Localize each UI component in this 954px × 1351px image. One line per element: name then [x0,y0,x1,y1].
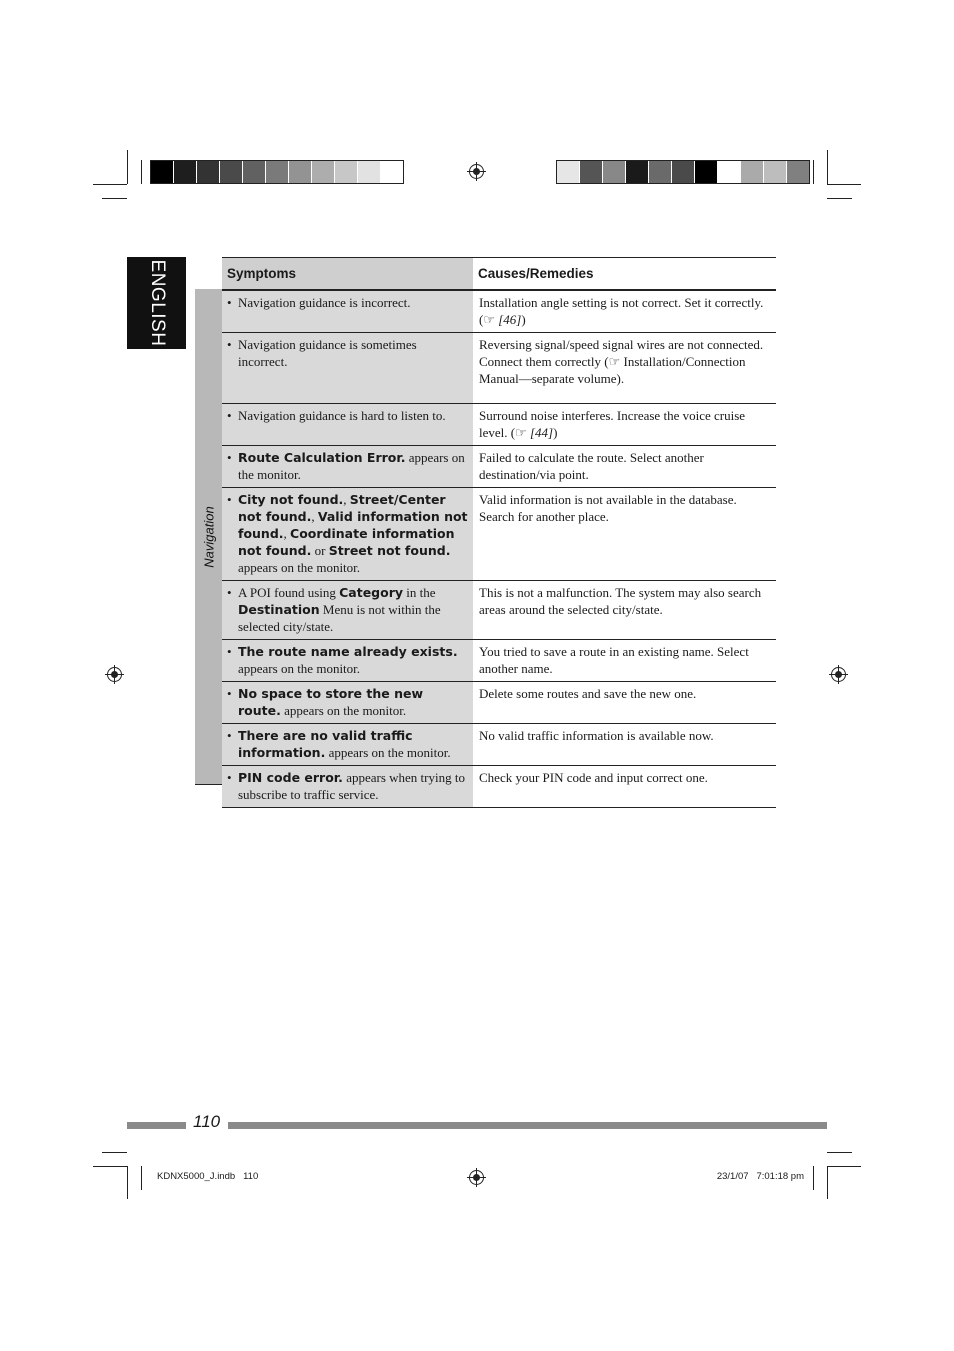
registration-mark-icon [469,164,484,179]
troubleshooting-table [222,257,776,808]
crop-mark [102,1152,127,1153]
footer-bar-left [127,1122,186,1129]
table-row: • There are no valid traffic information. appears on the monitor. No valid traffic information is available now. [222,724,776,766]
table-row: • The route name already exists. appears on the monitor. You tried to save a route in an existing name. Select another name. [222,640,776,682]
page-reference: [44] [530,425,554,440]
footer-bar-right [228,1122,827,1129]
cause-text: Reversing signal/speed signal wires are not connected. Connect them correctly (☞ Installation/Connection Manual—separate volume). [479,337,764,386]
crop-mark [127,1166,128,1199]
crop-mark [93,184,127,185]
page-number: 110 [193,1112,221,1131]
table-row: • Navigation guidance is incorrect. Installation angle setting is not correct. Set it correctly. (☞ [46]) [222,290,776,333]
symptom-text: Navigation guidance is incorrect. [238,295,411,310]
color-swatch [335,161,358,183]
language-tab [127,257,186,349]
symptom-text: Navigation guidance is hard to listen to. [238,408,446,423]
cause-text: Installation angle setting is not correct. Set it correctly. (☞ [479,295,764,327]
color-swatch [603,161,626,183]
color-swatch [580,161,603,183]
color-swatch [764,161,787,183]
monitor-message: There are no valid traffic information. [238,728,413,760]
color-swatch [312,161,335,183]
monitor-message: City not found. [238,492,344,507]
table-header-row [222,258,776,291]
table-row: • PIN code error. appears when trying to subscribe to traffic service. Check your PIN code and input correct one. [222,766,776,808]
color-swatch [243,161,266,183]
symptom-text: Navigation guidance is sometimes incorrect. [238,337,417,369]
language-tab-label: ENGLISH [146,259,168,347]
color-swatch [220,161,243,183]
crop-mark [93,1166,127,1167]
color-swatch [174,161,197,183]
color-swatch [151,161,174,183]
monitor-message: Route Calculation Error. [238,450,406,465]
crop-mark [813,1166,814,1190]
cause-text: This is not a malfunction. The system may also search areas around the selected city/state. [479,585,762,617]
color-swatch [787,161,809,183]
table-row: • Navigation guidance is hard to listen to. Surround noise interferes. Increase the voice cruise level. (☞ [44]) [222,404,776,446]
color-swatch [557,161,580,183]
table-row: • No space to store the new route. appears on the monitor. Delete some routes and save the new one. [222,682,776,724]
crop-mark [827,184,861,185]
color-bar-right [556,160,810,184]
monitor-message: Valid information not found. [238,509,468,541]
registration-mark-icon [831,667,846,682]
table-row: • A POI found using Category in the Destination Menu is not within the selected city/state. This is not a malfunction. The system may also search areas around the selected city/state. [222,581,776,640]
menu-name: Category [339,585,404,600]
crop-mark [827,1166,861,1167]
cause-text: You tried to save a route in an existing name. Select another name. [479,644,749,676]
monitor-message: No space to store the new route. [238,686,424,718]
page-reference: [46] [498,312,522,327]
color-swatch [266,161,289,183]
crop-mark [813,160,814,184]
footer-timestamp: 23/1/07 7:01:18 pm [716,1171,804,1182]
color-swatch [197,161,220,183]
color-swatch [358,161,381,183]
cause-text: No valid traffic information is available now. [479,728,714,743]
color-swatch [672,161,695,183]
registration-mark-icon [107,667,122,682]
table-row: • Route Calculation Error. appears on the monitor. Failed to calculate the route. Select another destination/via point. [222,446,776,488]
color-swatch [626,161,649,183]
section-label-bar [195,289,222,785]
monitor-message: The route name already exists. [238,644,458,659]
crop-mark [827,1152,852,1153]
color-swatch [741,161,764,183]
cause-text: Surround noise interferes. Increase the voice cruise level. (☞ [479,408,746,440]
cause-text: Delete some routes and save the new one. [479,686,697,701]
footer-file-info: KDNX5000_J.indb 110 [157,1171,259,1182]
header-causes: Causes/Remedies [473,258,776,291]
color-bar-left [150,160,404,184]
header-symptoms: Symptoms [222,258,473,291]
color-swatch [695,161,718,183]
registration-mark-icon [469,1170,484,1185]
crop-mark [141,1166,142,1190]
crop-mark [127,150,128,184]
cause-text: Check your PIN code and input correct one. [479,770,708,785]
cause-text: Failed to calculate the route. Select another destination/via point. [479,450,704,482]
monitor-message: Street/Center not found. [238,492,446,524]
monitor-message: PIN code error. [238,770,343,785]
crop-mark [827,198,852,199]
crop-mark [827,1166,828,1199]
table-row: • Navigation guidance is sometimes incorrect. Reversing signal/speed signal wires are not connected. Connect them correctly (☞ Installation/Connection Manual—separate volume). [222,333,776,404]
color-swatch [289,161,312,183]
crop-mark [141,160,142,184]
color-swatch [381,161,403,183]
monitor-message: Coordinate information not found. [238,526,455,558]
color-swatch [718,161,741,183]
menu-name: Destination [238,602,320,617]
crop-mark [827,150,828,184]
cause-text: Valid information is not available in the database. Search for another place. [479,492,737,524]
table-row: • City not found., Street/Center not found., Valid information not found., Coordinate information not found. or Street not found. appears on the monitor. Valid information is not available in the database. Search for another place. [222,488,776,581]
section-label: Navigation [201,505,216,568]
color-swatch [649,161,672,183]
monitor-message: Street not found. [328,543,451,558]
crop-mark [102,198,127,199]
